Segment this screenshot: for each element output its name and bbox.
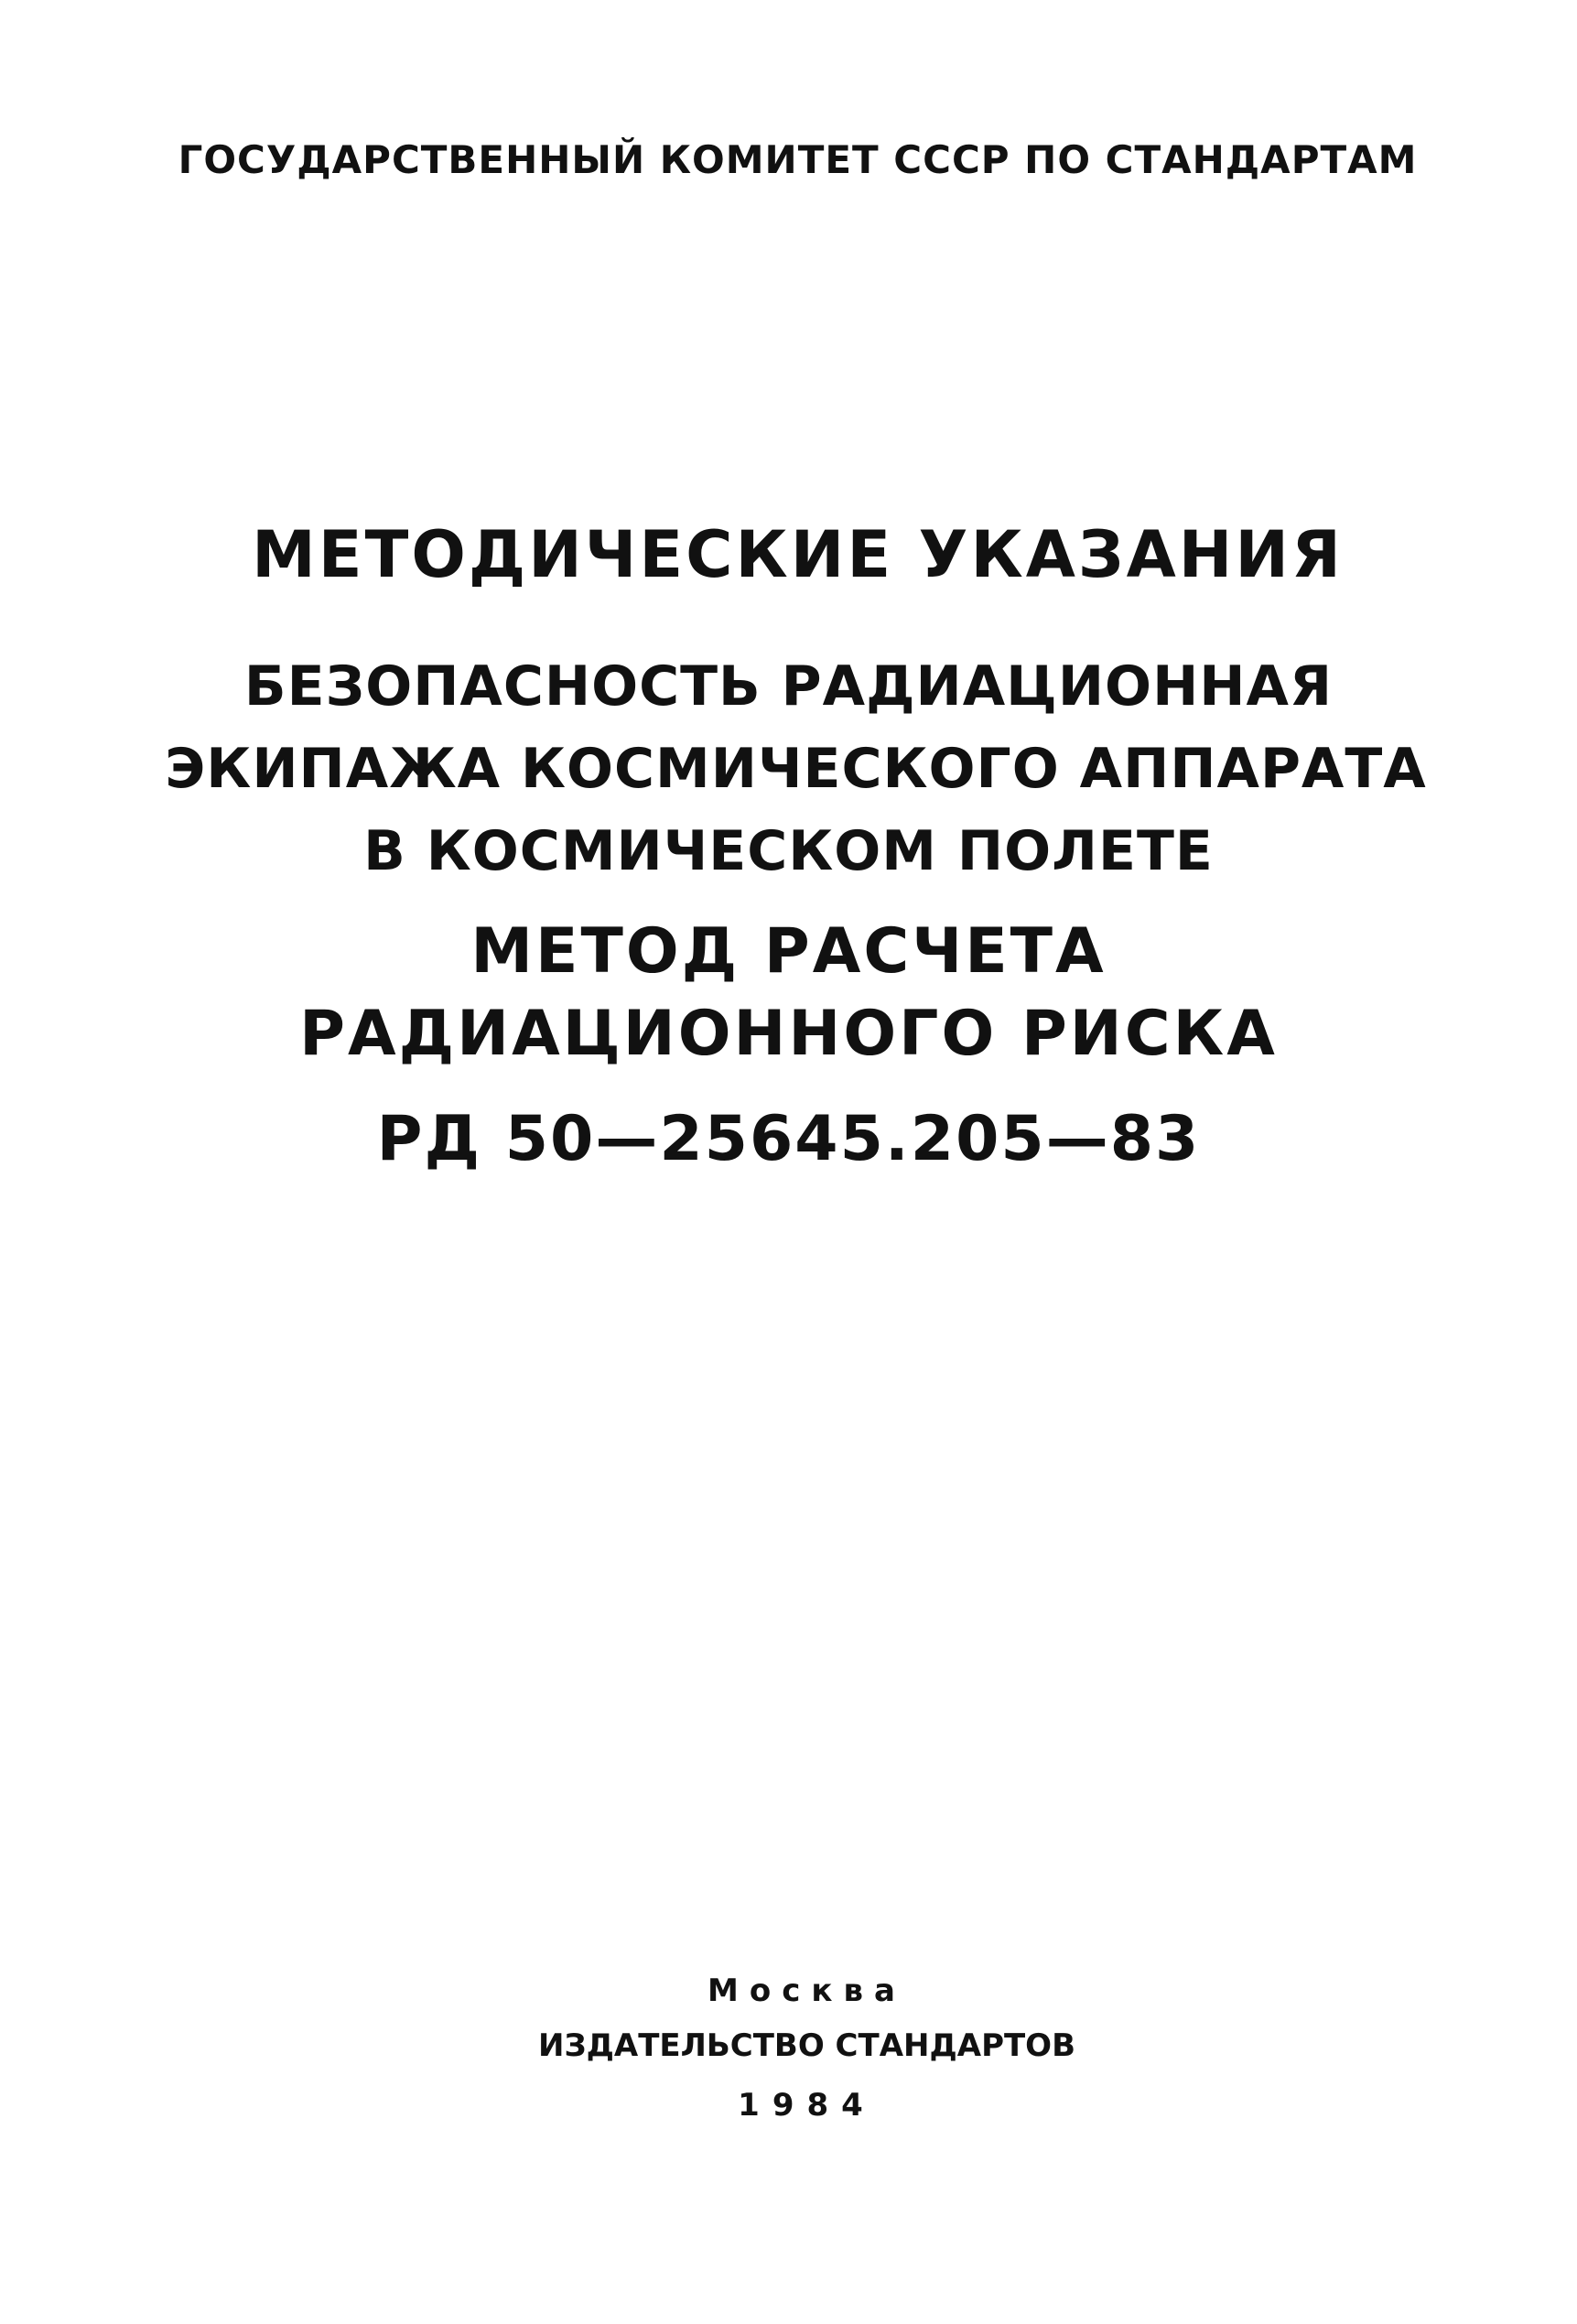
document-type-title: МЕТОДИЧЕСКИЕ УКАЗАНИЯ [252,517,1344,592]
imprint-publisher: ИЗДАТЕЛЬСТВО СТАНДАРТОВ [537,2027,1075,2064]
subject-line-2: ЭКИПАЖА КОСМИЧЕСКОГО АППАРАТА [165,737,1427,801]
subject-line-3: В КОСМИЧЕСКОМ ПОЛЕТЕ [363,819,1214,883]
subject-line-1: БЕЗОПАСНОСТЬ РАДИАЦИОННАЯ [243,654,1334,719]
method-line-2: РАДИАЦИОННОГО РИСКА [299,998,1278,1070]
imprint-year: 1984 [738,2087,876,2124]
committee-heading: ГОСУДАРСТВЕННЫЙ КОМИТЕТ СССР ПО СТАНДАРТАМ [178,137,1418,182]
imprint-city: Москва [707,1973,906,2009]
method-line-1: МЕТОД РАСЧЕТА [470,915,1107,988]
document-designation: РД 50—25645.205—83 [376,1103,1201,1175]
